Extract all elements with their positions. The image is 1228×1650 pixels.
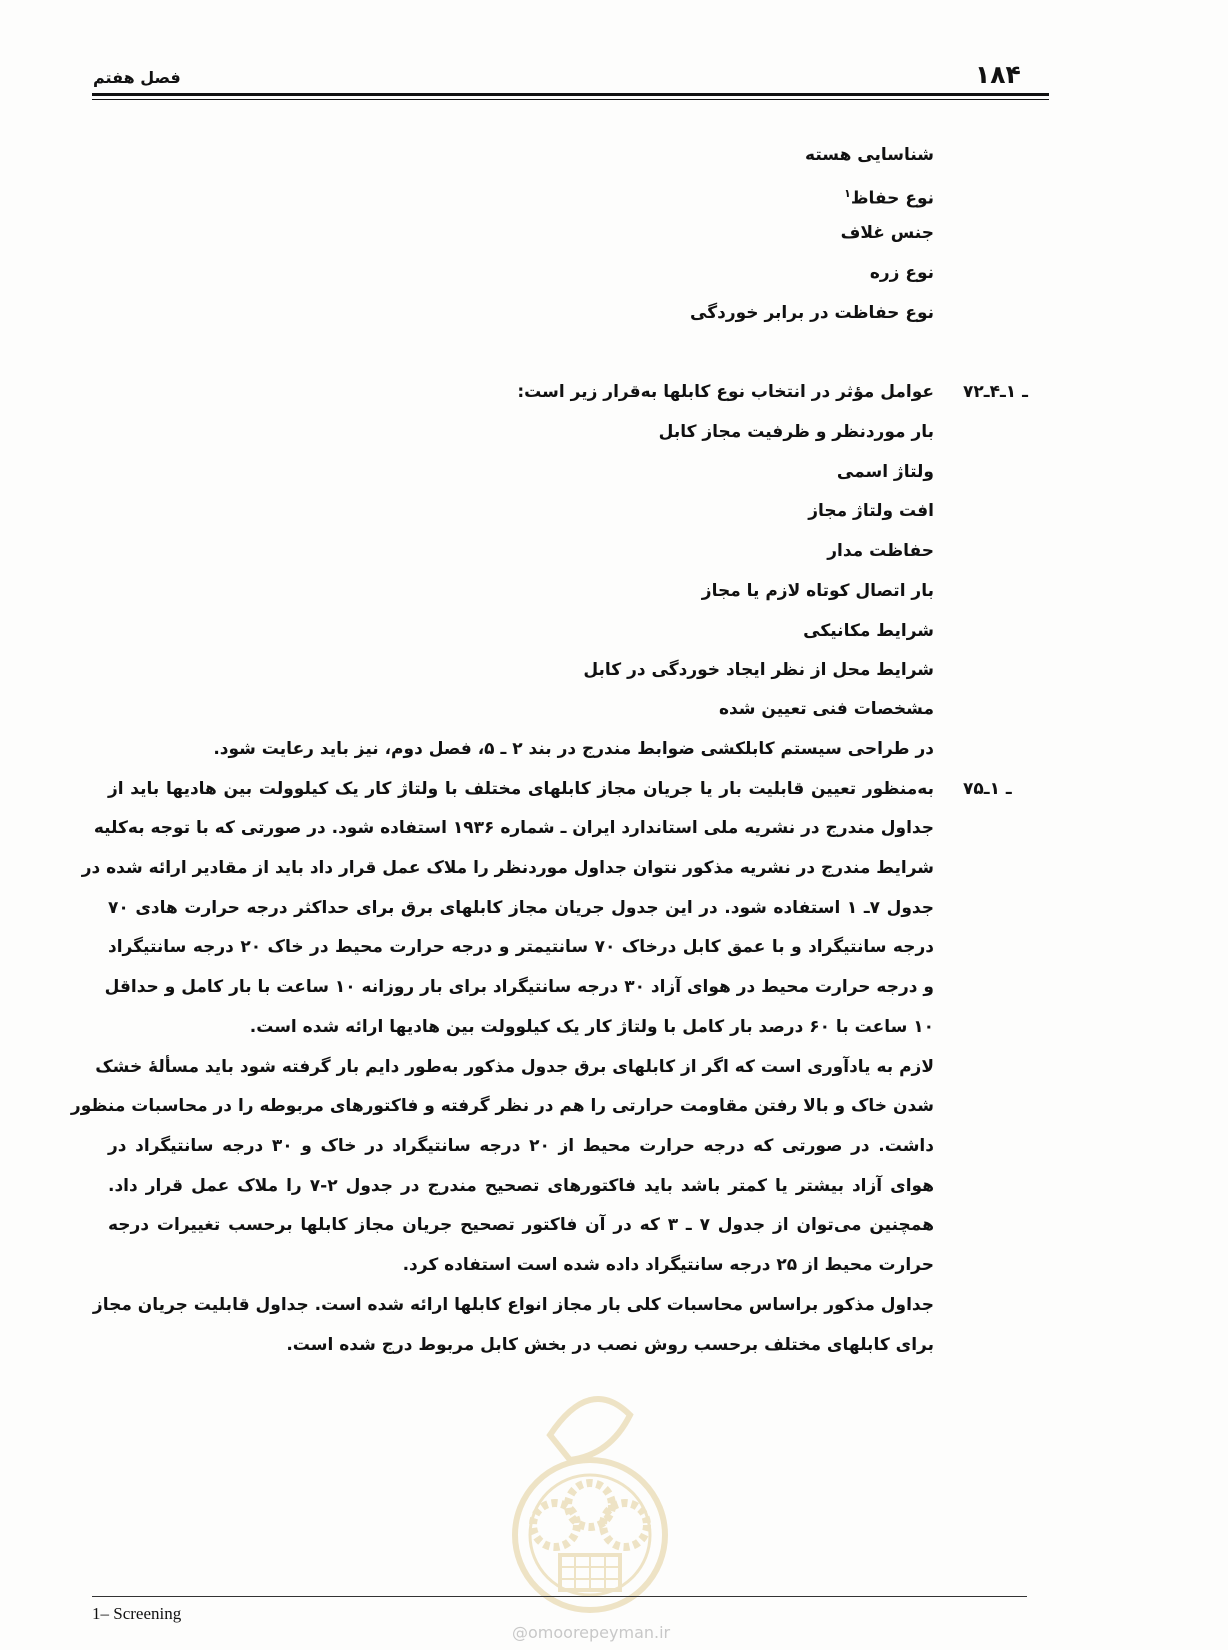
paragraph-line: جداول مذکور براساس محاسبات کلی بار مجاز انواع کابلها ارائه شده است. جداول قابلیت جریان مجاز [92,1295,934,1315]
paragraph-line: و درجه حرارت محیط در هوای آزاد ۳۰ درجه سانتیگراد برای بار روزانه ۱۰ ساعت با بار کامل و حداقل [104,977,934,997]
footnote-marker: ۱ [844,187,851,200]
list-item [844,182,934,211]
paragraph-line: هوای آزاد بیشتر یا کمتر باشد باید فاکتورهای تصحیح مندرج در جدول ۲-۷ را ملاک عمل قرار داد. [108,1176,934,1196]
list-item: شرایط مکانیکی [803,621,934,641]
paragraph-line: جداول مندرج در نشریه ملی استاندارد ایران ـ شماره ۱۹۳۶ استفاده شود. در صورتی که با توجه به‌کلیه [93,818,934,838]
paragraph-line: ۱۰ ساعت با ۶۰ درصد بار کامل با ولتاژ کار یک کیلوولت بین هادیها ارائه شده است. [249,1017,934,1037]
list-item: شرایط محل از نظر ایجاد خوردگی در کابل [583,660,934,680]
section-intro: عوامل مؤثر در انتخاب نوع کابلها به‌قرار زیر است: [517,382,934,402]
paragraph-line: لازم به یادآوری است که اگر از کابلهای برق جدول مذکور به‌طور دایم بار گرفته شود باید مسألهٔ خشک [95,1057,934,1077]
list-item: ولتاژ اسمی [836,462,934,482]
list-item: بار موردنظر و ظرفیت مجاز کابل [658,422,934,442]
seal-watermark-icon [490,1365,690,1615]
paragraph-line: شدن خاک و بالا رفتن مقاومت حرارتی را هم در نظر گرفته و فاکتورهای مربوطه را در محاسبات منظور [70,1096,934,1116]
list-item: بار اتصال کوتاه لازم یا مجاز [701,581,934,601]
list-item: حفاظت مدار [827,541,934,561]
list-item: جنس غلاف [840,223,934,243]
paragraph-line: همچنین می‌توان از جدول ۷ ـ ۳ که در آن فاکتور تصحیح جریان مجاز کابلها برحسب تغییرات درجه [108,1215,934,1235]
section-number: ۷ـ ۱ـ۴ـ۲ [963,382,1028,402]
header-rule-thick [92,93,1049,96]
paragraph-line: برای کابلهای مختلف برحسب روش نصب در بخش کابل مربوط درج شده است. [286,1335,934,1355]
header-rule-thin [92,99,1049,100]
list-item: نوع حفاظت در برابر خوردگی [690,303,934,323]
paragraph-line: به‌منظور تعیین قابلیت بار یا جریان مجاز کابلهای مختلف با ولتاژ کار یک کیلوولت بین هادیها باید از [108,779,934,799]
paragraph-line: درجه سانتیگراد و با عمق کابل درخاک ۷۰ سانتیمتر و درجه حرارت محیط در خاک ۲۰ درجه سانتیگراد [108,937,934,957]
section-number: ۷ـ ۱ـ۵ [963,779,1012,799]
footnote-text: 1– Screening [92,1604,182,1623]
watermark-text: @omoorepeyman.ir [512,1623,671,1642]
list-item: افت ولتاژ مجاز [808,501,934,521]
paragraph-line: داشت. در صورتی که درجه حرارت محیط از ۲۰ درجه سانتیگراد در خاک و ۳۰ درجه سانتیگراد در [108,1136,934,1156]
footnote-rule [92,1596,1027,1597]
list-item: شناسایی هسته [805,145,934,165]
paragraph-line: حرارت محیط از ۲۵ درجه سانتیگراد داده شده است استفاده کرد. [402,1255,934,1275]
chapter-title: فصل هفتم [93,68,181,87]
section-note: در طراحی سیستم کابلکشی ضوابط مندرج در بند ۲ ـ ۵، فصل دوم، نیز باید رعایت شود. [213,739,934,759]
list-item: نوع زره [869,263,934,283]
list-item-text: نوع حفاظ [850,188,934,209]
page-number: ۱۸۴ [975,60,1021,89]
paragraph-line: شرایط مندرج در نشریه مذکور نتوان جداول موردنظر را ملاک عمل قرار داد باید از مقادیر ارائه شده در [81,858,934,878]
list-item: مشخصات فنی تعیین شده [718,699,934,719]
paragraph-line: جدول ۷ـ ۱ استفاده شود. در این جدول جریان مجاز کابلهای برق برای حداکثر درجه حرارت هادی ۷۰ [108,898,934,918]
